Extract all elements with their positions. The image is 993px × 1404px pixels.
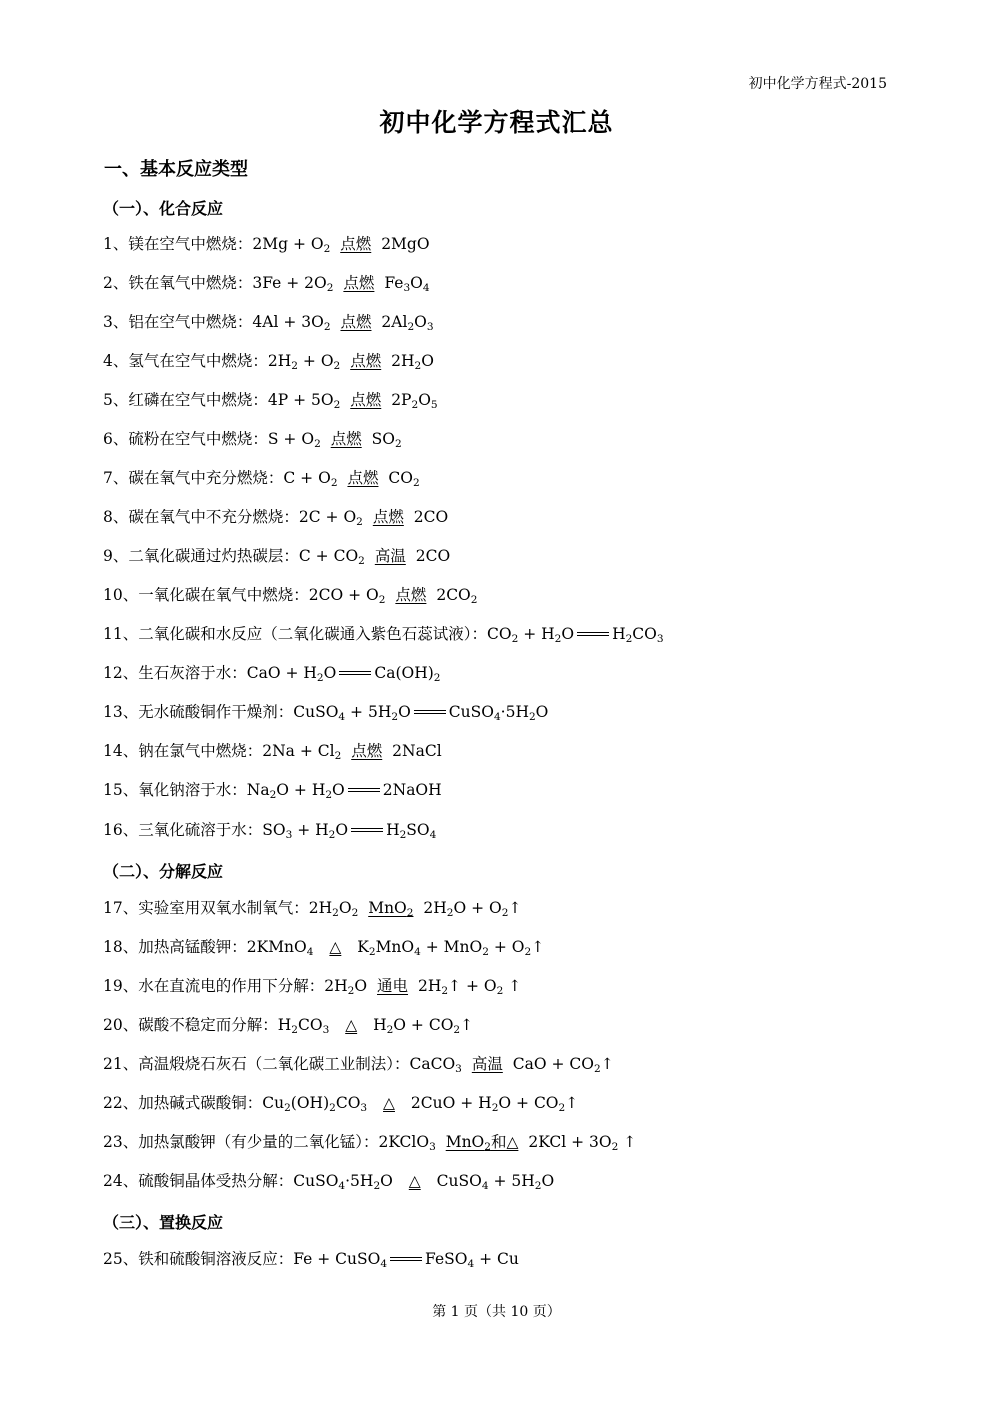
reaction-condition: 点燃 — [351, 742, 383, 760]
page-header: 初中化学方程式-2015 — [748, 76, 887, 92]
reaction-description: 镁在空气中燃烧： — [128, 235, 253, 253]
reaction-description: 硫粉在空气中燃烧： — [128, 430, 268, 448]
reaction-condition: 点燃 — [330, 430, 362, 448]
equation-products: $K_2MnO_4 + MnO_2$ + $O_2↑$ — [357, 938, 545, 959]
reaction-number: 13、 — [103, 703, 139, 721]
chemical-equation — [298, 508, 449, 529]
chemical-equation — [293, 1250, 519, 1271]
reaction-condition: 点燃 — [340, 313, 372, 331]
chemical-equation — [487, 625, 664, 646]
subsection-combination: （一）、化合反应 — [103, 199, 224, 218]
chemical-equation — [409, 1055, 614, 1076]
reaction-line — [103, 584, 477, 606]
reaction-line — [103, 1053, 614, 1075]
chemical-equation — [267, 430, 402, 451]
equation-products: $2H_2O$ — [391, 352, 434, 373]
reaction-line — [103, 428, 402, 450]
reaction-condition: 点燃 — [343, 274, 375, 292]
reaction-line — [103, 1092, 578, 1114]
reaction-line — [103, 1248, 519, 1270]
reaction-number: 7、 — [103, 469, 129, 487]
reaction-line — [103, 506, 448, 528]
chemical-equation — [246, 938, 545, 959]
equation-products: $2P_2O_5$ — [391, 391, 438, 412]
reaction-number: 2、 — [103, 274, 129, 292]
equation-reactants: $2H_2 + O_2$ — [267, 352, 341, 373]
reaction-condition: △ — [329, 938, 342, 956]
reaction-line — [103, 272, 430, 294]
equation-reactants: 2KClO$_3$ — [378, 1133, 436, 1154]
equation-reactants: $Na_2O + H_2O$ — [246, 781, 345, 802]
equals-sign-icon — [577, 632, 609, 638]
chemical-equation — [293, 1172, 555, 1193]
section-heading: 一、基本反应类型 — [104, 159, 248, 180]
reaction-number: 11、 — [103, 625, 139, 643]
equation-reactants: $2C + O_2$ — [298, 508, 363, 529]
reaction-description: 加热碱式碳酸铜： — [138, 1094, 263, 1112]
equation-products: $2CO_2$ — [436, 586, 478, 607]
chemical-equation — [252, 235, 430, 256]
reaction-number: 3、 — [103, 313, 129, 331]
chemical-equation — [267, 391, 438, 412]
reaction-condition: 点燃 — [372, 508, 404, 526]
chemical-equation — [267, 352, 434, 373]
chemical-equation — [262, 742, 442, 763]
equation-reactants: $H_2CO_3$ — [277, 1016, 330, 1037]
equals-sign-icon — [348, 788, 380, 794]
reaction-number: 6、 — [103, 430, 129, 448]
reaction-number: 9、 — [103, 547, 129, 565]
equals-sign-icon — [390, 1257, 422, 1263]
reaction-number: 19、 — [103, 977, 139, 995]
equation-reactants: $2Mg + O_2$ — [252, 235, 331, 256]
reaction-line — [103, 1014, 473, 1036]
reaction-line — [103, 467, 420, 489]
reaction-number: 24、 — [103, 1172, 139, 1190]
reaction-number: 17、 — [103, 899, 139, 917]
equation-products: 2CO — [415, 547, 451, 565]
equation-products: CaO + $CO_2↑$ — [512, 1055, 614, 1076]
reaction-line — [103, 701, 548, 723]
reaction-condition: 通电 — [377, 977, 409, 995]
reaction-number: 18、 — [103, 938, 139, 956]
reaction-description: 水在直流电的作用下分解： — [138, 977, 325, 995]
reaction-description: 碳在氧气中不充分燃烧： — [128, 508, 299, 526]
reaction-line — [103, 662, 440, 684]
reaction-description: 钠在氯气中燃烧： — [138, 742, 263, 760]
reaction-number: 1、 — [103, 235, 129, 253]
equation-products: $2KCl + 3O_2$ ↑ — [528, 1133, 637, 1154]
reaction-line — [103, 936, 544, 958]
reaction-number: 10、 — [103, 586, 139, 604]
chemical-equation — [246, 781, 442, 802]
reaction-line — [103, 350, 434, 372]
equation-products: 2NaCl — [392, 742, 442, 760]
equation-reactants: CaO + $H_2O$ — [246, 664, 337, 685]
equation-reactants: $Cu_2(OH)_2CO_3$ — [262, 1094, 368, 1115]
equation-products: $2H_2O$ + $O_2↑$ — [423, 899, 522, 920]
chemical-equation — [246, 664, 441, 685]
reaction-description: 红磷在空气中燃烧： — [128, 391, 268, 409]
reaction-condition: MnO$_2$ — [368, 899, 414, 920]
reaction-condition: 高温 — [374, 547, 406, 565]
reaction-line — [103, 819, 436, 841]
chemical-equation — [378, 1133, 637, 1154]
reaction-description: 氧化钠溶于水： — [138, 781, 247, 799]
reaction-number: 8、 — [103, 508, 129, 526]
equals-sign-icon — [351, 828, 383, 834]
subsection-decomposition: （二）、分解反应 — [103, 862, 224, 881]
reaction-number: 21、 — [103, 1055, 139, 1073]
equation-products: $H_2SO_4$ — [386, 821, 437, 842]
reaction-line — [103, 311, 434, 333]
reaction-description: 一氧化碳在氧气中燃烧： — [138, 586, 309, 604]
chemical-equation — [324, 977, 522, 998]
reaction-description: 碳在氧气中充分燃烧： — [128, 469, 284, 487]
chemical-equation — [252, 313, 434, 334]
equation-reactants: $CuSO_4\cdot 5H_2O$ — [293, 1172, 393, 1193]
reaction-condition: 点燃 — [347, 469, 379, 487]
chemical-equation — [262, 821, 437, 842]
reaction-line — [103, 1170, 554, 1192]
reaction-description: 二氧化碳和水反应（二氧化碳通入紫色石蕊试液）： — [138, 625, 487, 643]
reaction-number: 4、 — [103, 352, 129, 370]
reaction-line — [103, 1131, 636, 1153]
reaction-line — [103, 779, 442, 801]
equation-reactants: $2H_2O$ — [324, 977, 368, 998]
reaction-description: 硫酸铜晶体受热分解： — [138, 1172, 294, 1190]
reaction-description: 氢气在空气中燃烧： — [128, 352, 268, 370]
reaction-number: 5、 — [103, 391, 129, 409]
equation-products: $2H_2↑ + O_2$ ↑ — [417, 977, 522, 998]
reaction-number: 25、 — [103, 1250, 139, 1268]
equation-products: $H_2CO_3$ — [612, 625, 664, 646]
equation-reactants: $4P + 5O_2$ — [267, 391, 341, 412]
reaction-description: 碳酸不稳定而分解： — [138, 1016, 278, 1034]
reaction-number: 16、 — [103, 821, 139, 839]
reaction-condition: △ — [383, 1094, 395, 1112]
equation-products: 2CO — [413, 508, 449, 526]
reaction-description: 高温煅烧石灰石（二氧化碳工业制法）： — [138, 1055, 410, 1073]
page-title: 初中化学方程式汇总 — [379, 108, 614, 137]
subsection-displacement: （三）、置换反应 — [103, 1213, 224, 1232]
equation-products: CuSO$_4$ + $5H_2O$ — [436, 1172, 555, 1193]
equation-reactants: $4Al + 3O_2$ — [252, 313, 331, 334]
reaction-description: 铝在空气中燃烧： — [128, 313, 253, 331]
chemical-equation — [293, 703, 549, 724]
reaction-description: 加热高锰酸钾： — [138, 938, 247, 956]
reaction-number: 20、 — [103, 1016, 139, 1034]
reaction-condition: △ — [408, 1172, 421, 1190]
equation-reactants: $3Fe + 2O_2$ — [252, 274, 334, 295]
equation-products: $Fe_3O_4$ — [384, 274, 430, 295]
reaction-number: 14、 — [103, 742, 139, 760]
reaction-line — [103, 233, 430, 255]
reaction-condition: △ — [345, 1016, 358, 1034]
reaction-line — [103, 897, 521, 919]
equation-reactants: $SO_3 + H_2O$ — [262, 821, 349, 842]
chemical-equation — [252, 274, 430, 295]
reaction-description: 无水硫酸铜作干燥剂： — [138, 703, 294, 721]
reaction-condition: 点燃 — [340, 235, 372, 253]
equation-products: $Ca(OH)_2$ — [374, 664, 441, 685]
reaction-description: 铁在氧气中燃烧： — [128, 274, 253, 292]
chemical-equation — [298, 547, 451, 568]
chemical-equation — [308, 899, 522, 920]
equation-reactants: CuSO$_4$ + $5H_2O$ — [293, 703, 411, 724]
reaction-condition: MnO$_2$和△ — [445, 1133, 519, 1154]
equation-reactants: Fe + CuSO$_4$ — [293, 1250, 388, 1271]
reaction-description: 铁和硫酸铜溶液反应： — [138, 1250, 294, 1268]
reaction-description: 三氧化硫溶于水： — [138, 821, 263, 839]
reaction-description: 生石灰溶于水： — [138, 664, 247, 682]
equation-products: $2CuO + H_2O$ + $CO_2↑$ — [410, 1094, 579, 1115]
reaction-description: 加热氯酸钾（有少量的二氧化锰）： — [138, 1133, 379, 1151]
reaction-condition: 高温 — [471, 1055, 503, 1073]
reaction-number: 15、 — [103, 781, 139, 799]
equation-products: $SO_2$ — [371, 430, 402, 451]
equation-products: $H_2O$ + $CO_2↑$ — [373, 1016, 474, 1037]
page-footer: 第 1 页（共 10 页） — [432, 1304, 561, 1320]
reaction-line — [103, 623, 664, 645]
reaction-description: 二氧化碳通过灼热碳层： — [128, 547, 299, 565]
chemical-equation — [308, 586, 478, 607]
reaction-line — [103, 389, 438, 411]
equation-reactants: $C + O_2$ — [283, 469, 338, 490]
equation-reactants: $2Na + Cl_2$ — [262, 742, 342, 763]
equation-products: 2NaOH — [382, 781, 442, 799]
reaction-condition: 点燃 — [350, 391, 382, 409]
reaction-number: 12、 — [103, 664, 139, 682]
equation-products: $2Al_2O_3$ — [381, 313, 434, 334]
equation-reactants: $CO_2 + H_2O$ — [487, 625, 575, 646]
reaction-line — [103, 975, 521, 997]
reaction-condition: 点燃 — [395, 586, 427, 604]
reaction-number: 23、 — [103, 1133, 139, 1151]
reaction-line — [103, 740, 442, 762]
chemical-equation — [262, 1094, 579, 1115]
equation-products: $CO_2$ — [388, 469, 420, 490]
reaction-condition: 点燃 — [350, 352, 382, 370]
chemical-equation — [283, 469, 420, 490]
equation-reactants: $2H_2O_2$ — [308, 899, 359, 920]
reaction-line — [103, 545, 450, 567]
chemical-equation — [277, 1016, 474, 1037]
equation-products: FeSO$_4$ + Cu — [425, 1250, 519, 1271]
equation-products: $CuSO_4\cdot 5H_2O$ — [448, 703, 549, 724]
reaction-number: 22、 — [103, 1094, 139, 1112]
equals-sign-icon — [414, 710, 446, 716]
equation-reactants: $2CO + O_2$ — [308, 586, 386, 607]
equation-reactants: $C + CO_2$ — [298, 547, 365, 568]
equation-products: 2MgO — [381, 235, 430, 253]
equation-reactants: 2KMnO$_4$ — [246, 938, 314, 959]
equation-reactants: $S + O_2$ — [267, 430, 321, 451]
equals-sign-icon — [339, 671, 371, 677]
reaction-description: 实验室用双氧水制氧气： — [138, 899, 309, 917]
equation-reactants: CaCO$_3$ — [409, 1055, 462, 1076]
